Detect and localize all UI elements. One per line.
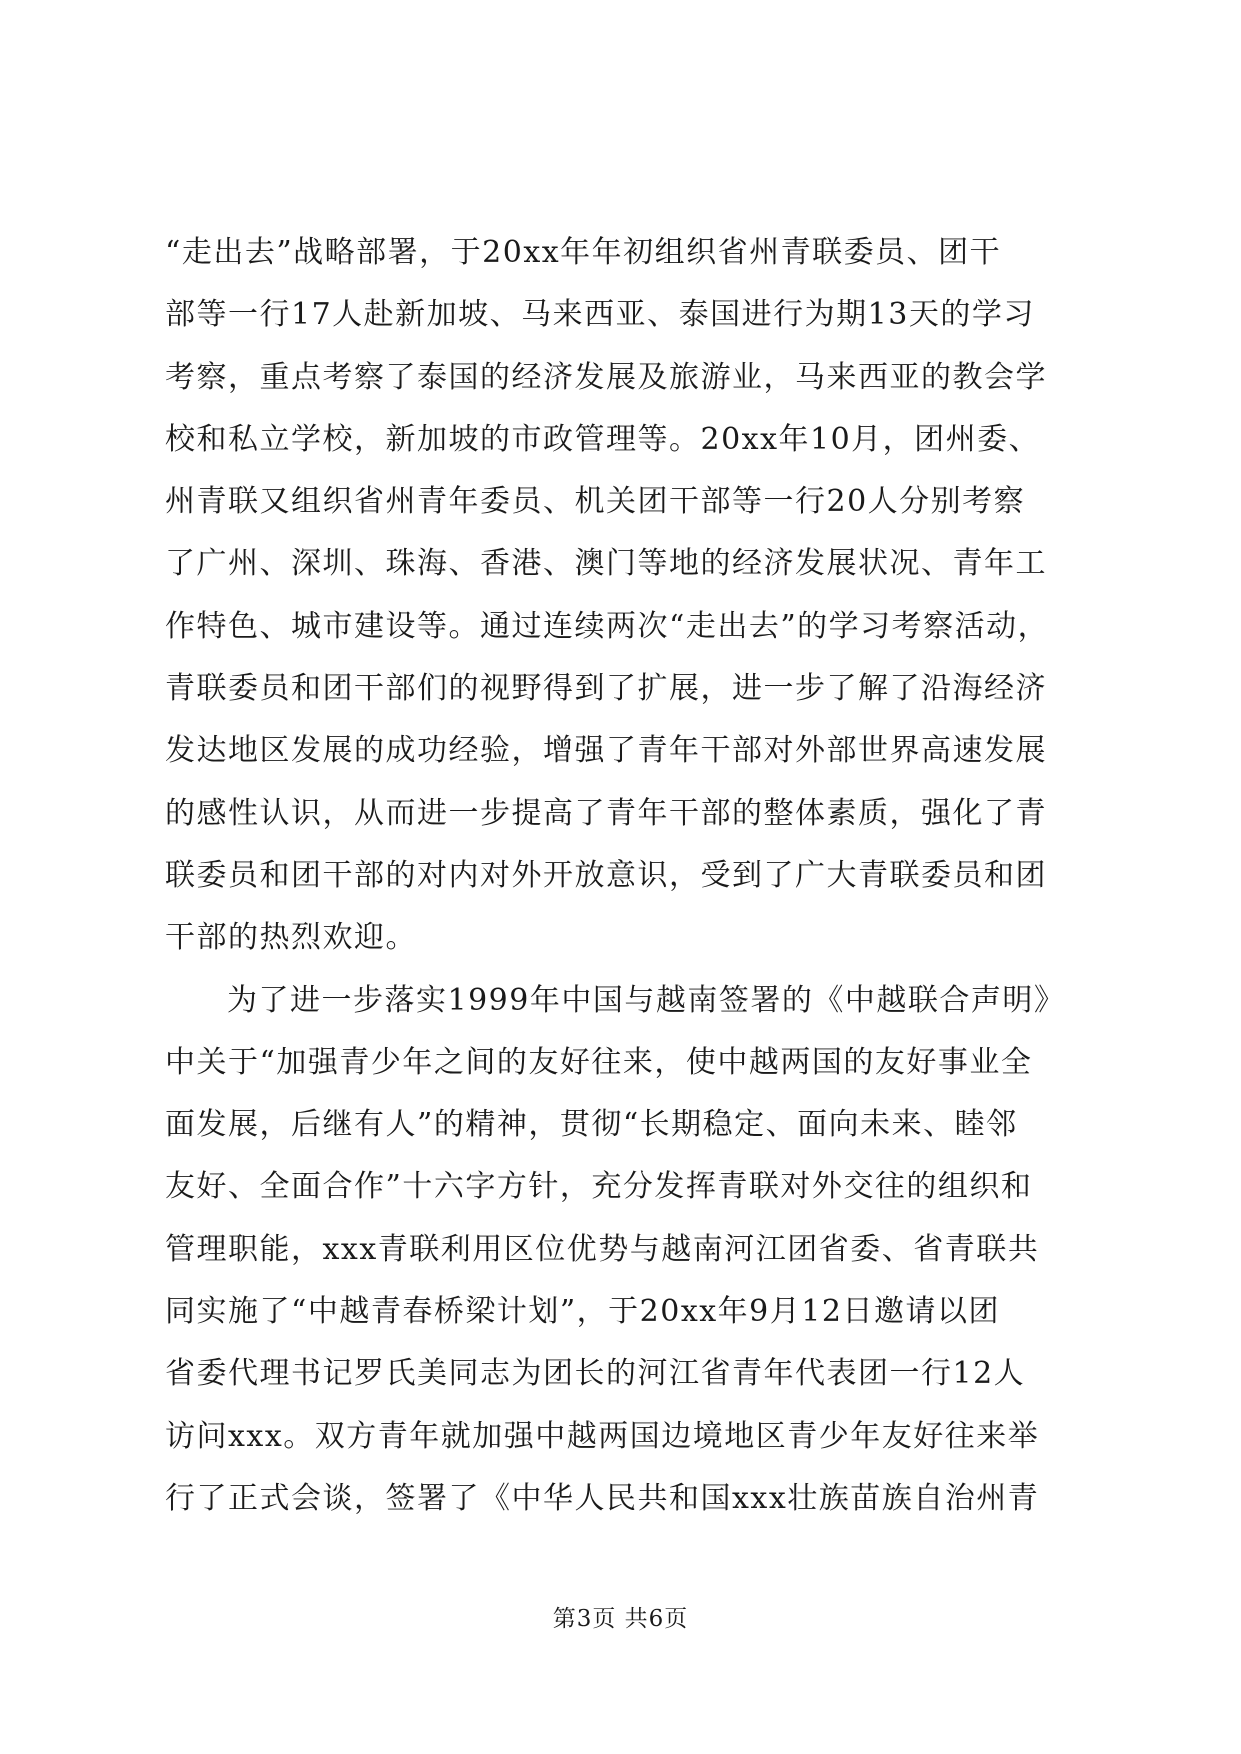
text-line: 联委员和团干部的对内对外开放意识，受到了广大青联委员和团 <box>165 857 1047 893</box>
text-line: 干部的热烈欢迎。 <box>165 920 417 956</box>
text-line: 同实施了“中越青春桥梁计划”，于20xx年9月12日邀请以团 <box>165 1294 1000 1330</box>
text-line: 为了进一步落实1999年中国与越南签署的《中越联合声明》 <box>227 982 1066 1018</box>
text-line: 管理职能，xxx青联利用区位优势与越南河江团省委、省青联共 <box>165 1231 1040 1267</box>
text-line: 行了正式会谈，签署了《中华人民共和国xxx壮族苗族自治州青 <box>165 1480 1040 1516</box>
paragraph-2 <box>165 970 1085 1531</box>
text-line: 发达地区发展的成功经验，增强了青年干部对外部世界高速发展 <box>165 733 1047 769</box>
text-line: 的感性认识，从而进一步提高了青年干部的整体素质，强化了青 <box>165 795 1047 831</box>
text-line: 州青联又组织省州青年委员、机关团干部等一行20人分别考察 <box>165 484 1026 520</box>
text-line: 部等一行17人赴新加坡、马来西亚、泰国进行为期13天的学习 <box>165 297 1035 333</box>
text-line: 考察，重点考察了泰国的经济发展及旅游业，马来西亚的教会学 <box>165 359 1047 395</box>
text-line: 校和私立学校，新加坡的市政管理等。20xx年10月，团州委、 <box>165 421 1041 457</box>
text-line: 青联委员和团干部们的视野得到了扩展，进一步了解了沿海经济 <box>165 671 1047 707</box>
text-line: 中关于“加强青少年之间的友好往来，使中越两国的友好事业全 <box>165 1044 1033 1080</box>
text-line: 访问xxx。双方青年就加强中越两国边境地区青少年友好往来举 <box>165 1418 1040 1454</box>
text-line: 友好、全面合作”十六字方针，充分发挥青联对外交往的组织和 <box>165 1169 1033 1205</box>
text-line: “走出去”战略部署，于20xx年年初组织省州青联委员、团干 <box>165 235 1002 270</box>
text-line: 省委代理书记罗氏美同志为团长的河江省青年代表团一行12人 <box>165 1356 1026 1392</box>
text-line: 作特色、城市建设等。通过连续两次“走出去”的学习考察活动， <box>165 608 1050 644</box>
document-body <box>165 222 1085 1530</box>
text-line: 了广州、深圳、珠海、香港、澳门等地的经济发展状况、青年工 <box>165 546 1047 582</box>
page-number-footer: 第3页 共6页 <box>552 1606 689 1632</box>
text-line: 面发展，后继有人”的精神，贯彻“长期稳定、面向未来、睦邻 <box>165 1107 1018 1143</box>
paragraph-1 <box>165 222 1085 970</box>
